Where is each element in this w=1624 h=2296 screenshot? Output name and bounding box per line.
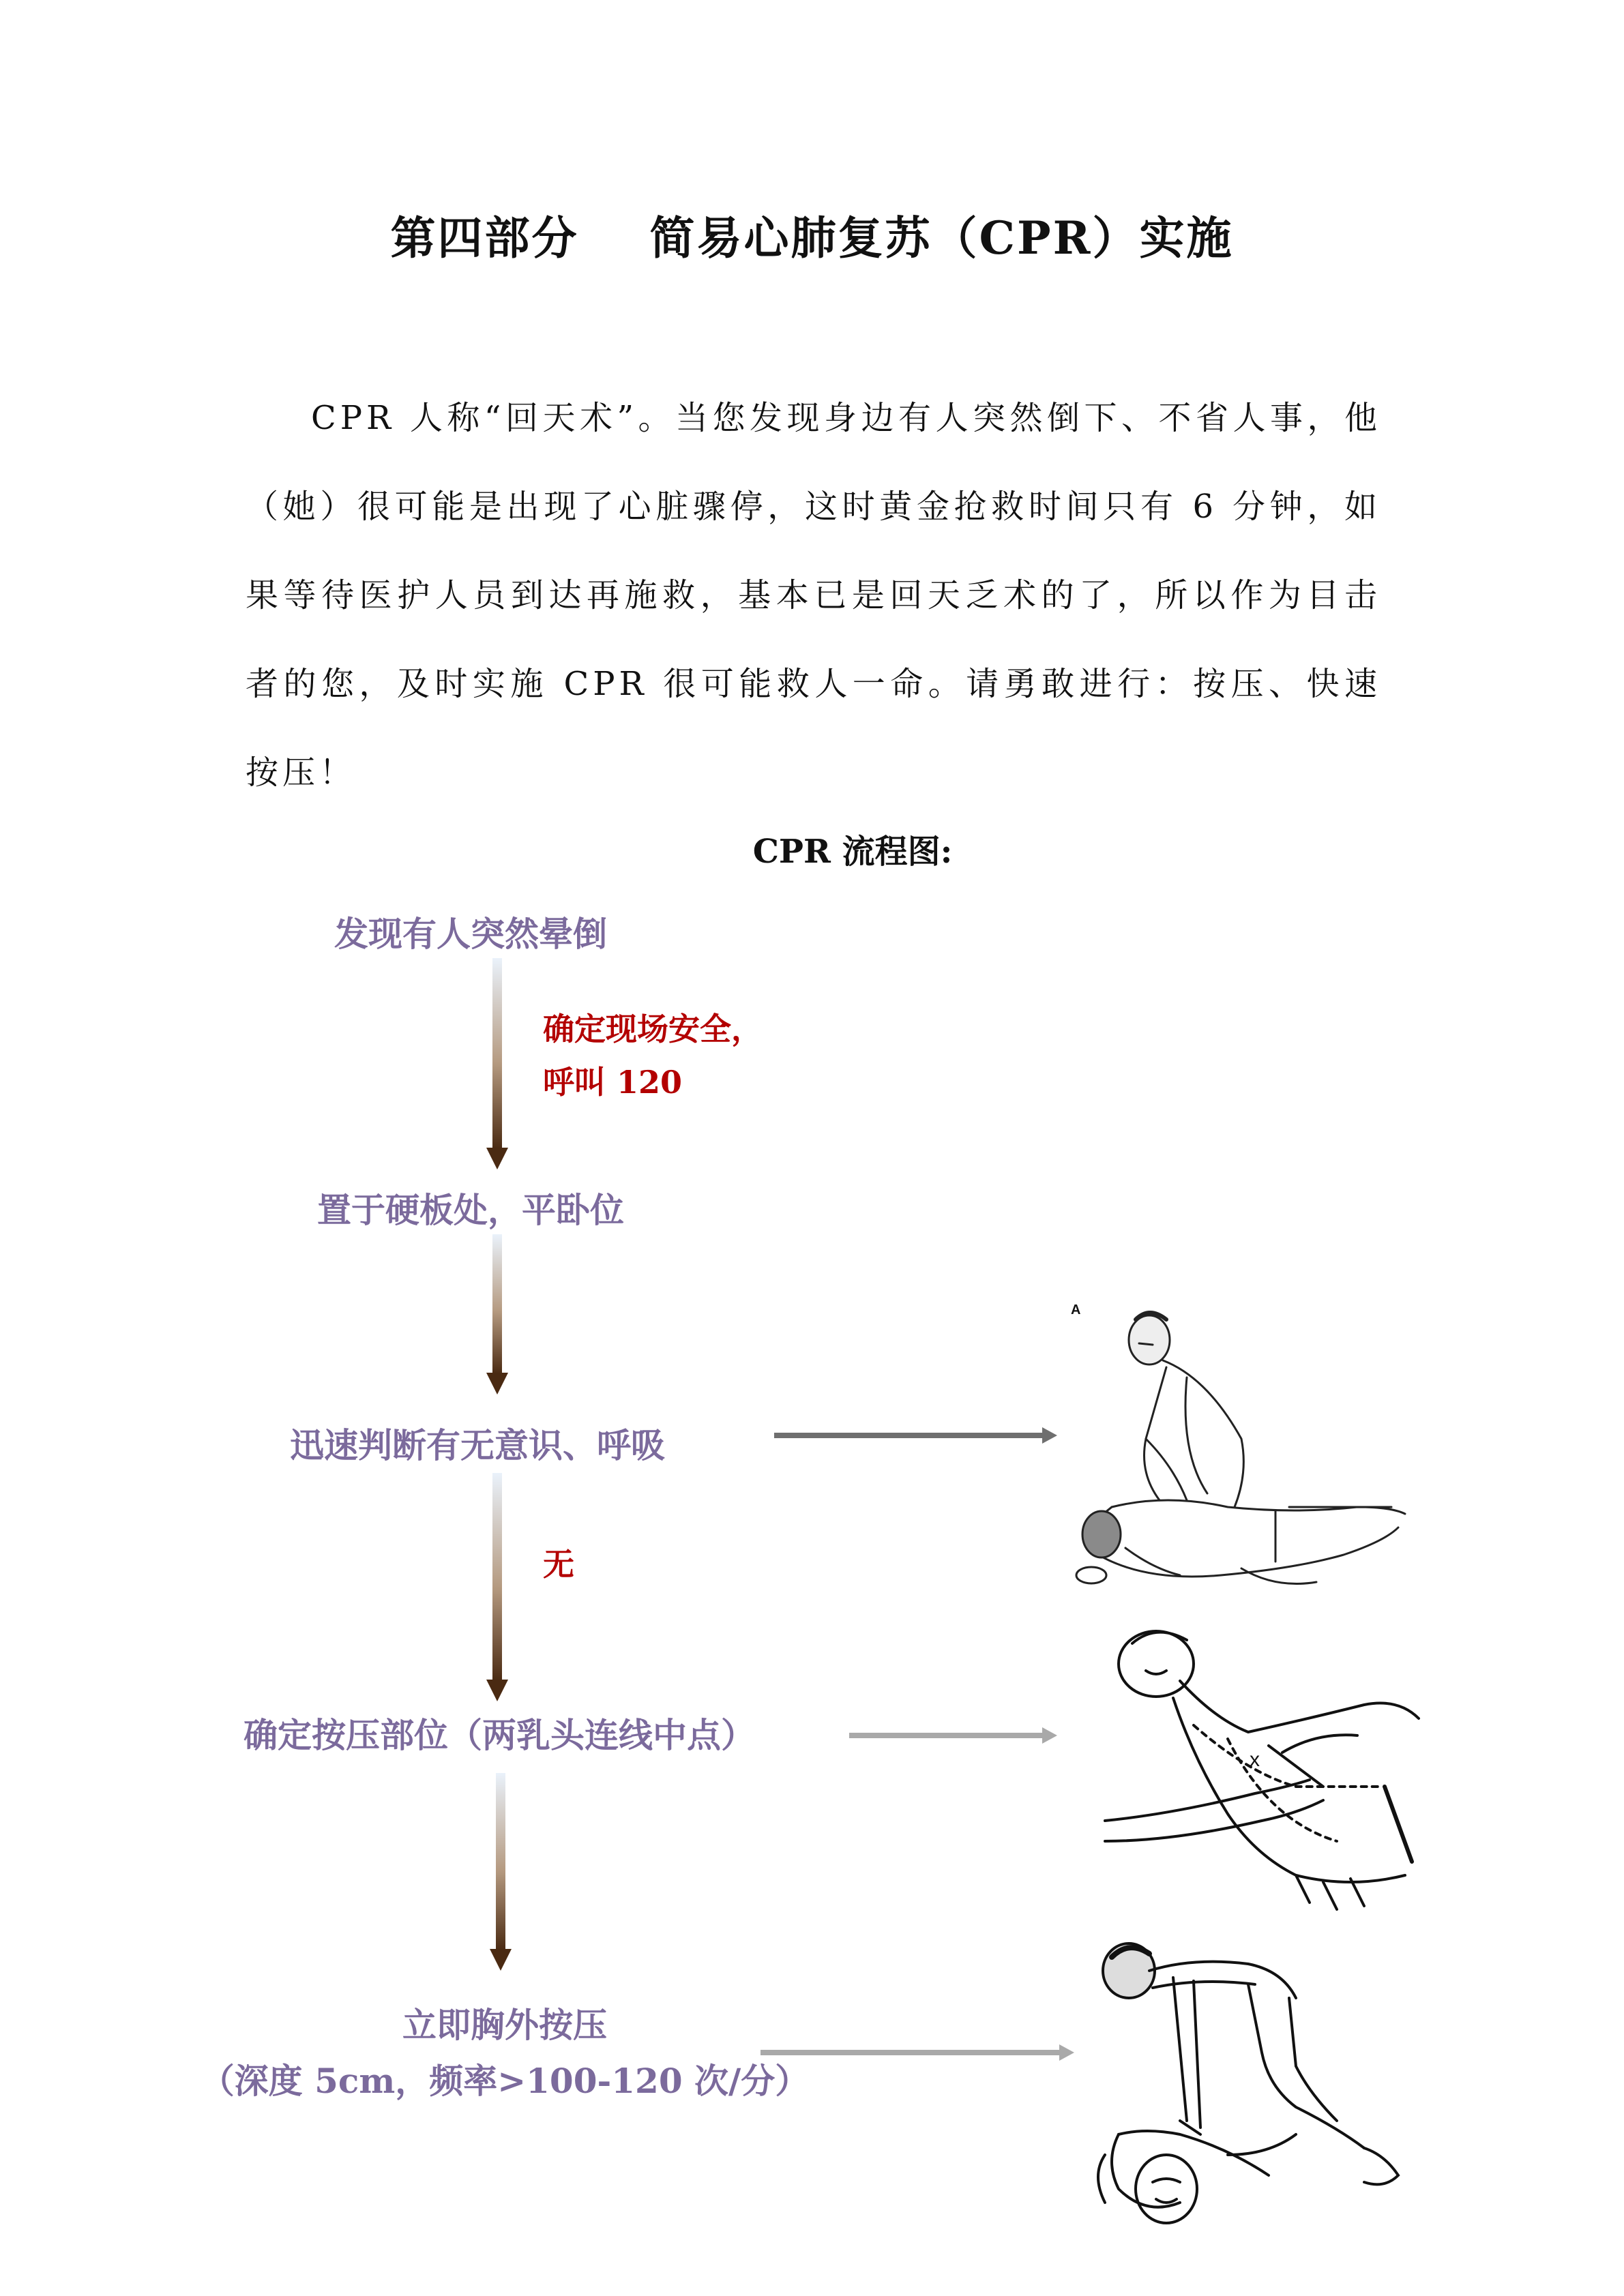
flow-step-locate: 确定按压部位（两乳头连线中点） bbox=[243, 1715, 755, 1755]
assess-illustration bbox=[1071, 1302, 1412, 1596]
down-arrow bbox=[486, 1473, 508, 1701]
down-arrow bbox=[486, 1234, 508, 1395]
down-arrow bbox=[490, 1773, 512, 1971]
flow-step-discover: 发现有人突然晕倒 bbox=[334, 914, 607, 954]
flowchart-title: CPR 流程图: bbox=[752, 833, 953, 871]
page-title: 第四部分 简易心肺复苏（CPR）实施 bbox=[390, 211, 1234, 265]
right-arrow bbox=[774, 1427, 1057, 1444]
flow-step-compress-detail: （深度 5cm，频率>100-120 次/分） bbox=[200, 2061, 810, 2101]
compression-illustration bbox=[1091, 1930, 1419, 2243]
note-safety-line2: 呼叫 120 bbox=[543, 1064, 683, 1101]
note-none: 无 bbox=[543, 1546, 574, 1583]
flow-step-assess: 迅速判断有无意识、呼吸 bbox=[290, 1425, 665, 1465]
illustration-label: A bbox=[1071, 1302, 1081, 1317]
locating-compression-point-drawing bbox=[1091, 1616, 1432, 1916]
flow-step-position: 置于硬板处，平卧位 bbox=[317, 1190, 624, 1230]
chest-compression-drawing bbox=[1091, 1930, 1419, 2243]
right-arrow bbox=[761, 2044, 1074, 2061]
right-arrow bbox=[849, 1727, 1057, 1744]
intro-paragraph: CPR 人称“回天术”。当您发现身边有人突然倒下、不省人事，他（她）很可能是出现了心脏骤停，这时黄金抢救时间只有 6 分钟，如果等待医护人员到达再施救，基本已是回天乏术的了，所以作为目击者的您，及时实施 CPR 很可能救人一命。请勇敢进行：按压、快速按压！ bbox=[246, 399, 1381, 792]
svg-text:x: x bbox=[1250, 1748, 1260, 1771]
note-safety-line1: 确定现场安全， bbox=[543, 1011, 763, 1047]
locate-illustration bbox=[1091, 1616, 1432, 1916]
rescuer-checking-patient-drawing bbox=[1071, 1302, 1412, 1596]
flow-step-compress: 立即胸外按压 bbox=[402, 2005, 607, 2045]
down-arrow bbox=[486, 958, 508, 1169]
